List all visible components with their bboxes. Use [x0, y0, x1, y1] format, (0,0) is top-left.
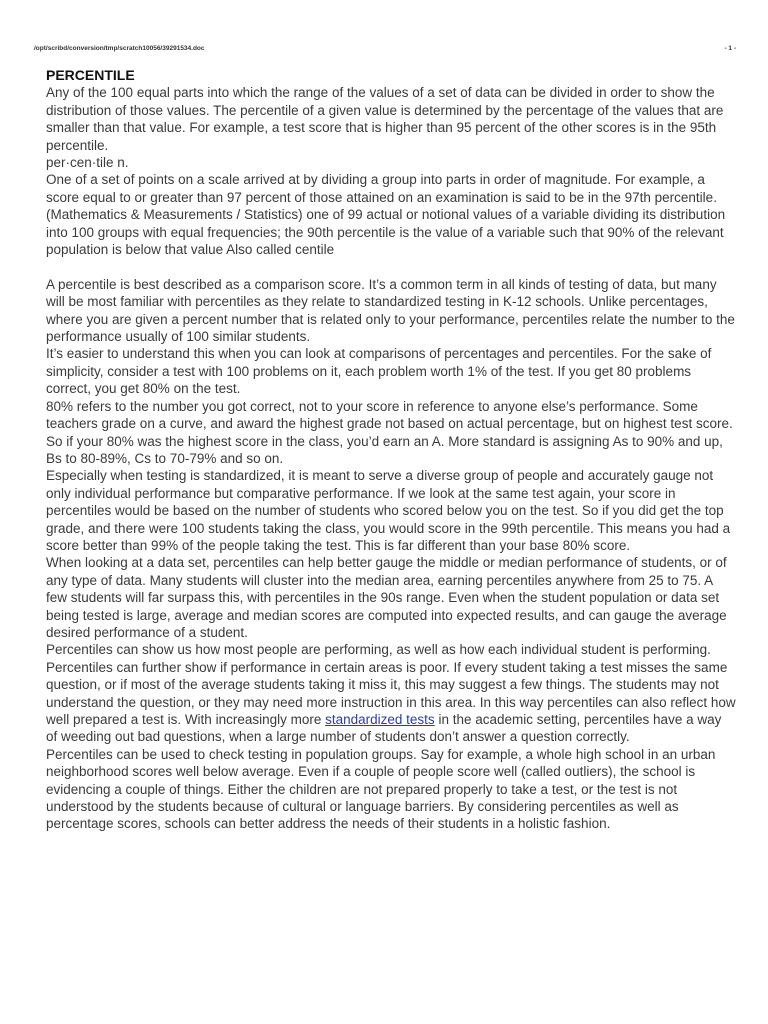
- body-paragraph-8: Percentiles can be used to check testing in population groups. Say for example, a whole high school in an urban neighborhood scores well below average. Even if a couple of people score well (called outliers), the school is evidencing a couple of things. Either the children are not prepared properly to take a test, or the test is not understood by the students because of cultural or language barriers. By considering percentiles as well as percentage scores, schools can better address the needs of their students in a holistic fashion.: [46, 746, 716, 832]
- body-paragraph-4: Especially when testing is standardized, it is meant to serve a diverse group of people and accurately gauge not only individual performance but comparative performance. If we look at the same test again, your score in percentiles would be based on the number of students who scored below you on the test. So if you did get the top grade, and there were 100 students taking the class, you would score in the 99th percentile. This means you had a score better than 99% of the people taking the test. This is far different than your base 80% score.: [46, 468, 731, 553]
- paragraph-gap: [46, 258, 736, 275]
- body-paragraph-3: 80% refers to the number you got correct, not to your score in reference to anyone else’s performance. Some teachers grade on a curve, and award the highest grade not based on actual percentage, but on highest test score. So if your 80% was the highest score in the class, you’d earn an A. More standard is assigning As to 90% and up, Bs to 80-89%, Cs to 70-79% and so on.: [46, 398, 733, 466]
- body-paragraph-7: [46, 659, 736, 746]
- pronunciation-line: per·cen·tile n.: [46, 155, 129, 171]
- page-number: - 1 -: [724, 45, 736, 52]
- definition-paragraph-2: One of a set of points on a scale arrived at by dividing a group into parts in order of magnitude. For example, a score equal to or greater than 97 percent of those attained on an examination is said to be in the 97th percentile.: [46, 172, 717, 205]
- body-paragraph-7-end: in the academic setting, percentiles have a way of weeding out bad questions, when a large number of students don’t answer a question correctly.: [46, 712, 722, 745]
- body-paragraph-5: When looking at a data set, percentiles can help better gauge the middle or median performance of students, or of any type of data. Many students will cluster into the median area, earning percentiles anywhere from 25 to 75. A few students will far surpass this, with percentiles in the 90s range. Even when the student population or data set being tested is large, average and median scores are computed into expected results, and can gauge the average desired performance of a student.: [46, 555, 727, 640]
- definition-paragraph-1: Any of the 100 equal parts into which the range of the values of a set of data can be divided in order to show the distribution of those values. The percentile of a given value is determined by the percentage of the values that are smaller than that value. For example, a test score that is higher than 95 percent of the other scores is in the 95th percentile.: [46, 85, 724, 153]
- document-path: /opt/scribd/conversion/tmp/scratch10056/39291534.doc: [34, 45, 205, 52]
- body-paragraph-6: Percentiles can show us how most people are performing, as well as how each individual student is performing.: [46, 642, 711, 658]
- body-paragraph-7-start: Percentiles can further show if performance in certain areas is poor. If every student taking a test misses the same question, or if most of the average students taking it miss it, this may suggest a few things. The students may not understand the question, or they may need more instruction in this area. In this way percentiles can also reflect how well prepared a test is. With increasingly more: [46, 659, 736, 728]
- document-body: [46, 67, 736, 833]
- page-header: [34, 45, 736, 55]
- definition-paragraph-3: (Mathematics & Measurements / Statistics) one of 99 actual or notional values of a variable dividing its distribution into 100 groups with equal frequencies; the 90th percentile is the value of a variable such that 90% of the relevant population is below that value Also called centile: [46, 207, 726, 258]
- definition-title: PERCENTILE: [46, 67, 135, 83]
- body-paragraph-1: A percentile is best described as a comparison score. It’s a common term in all kinds of testing of data, but many will be most familiar with percentiles as they relate to standardized testing in K-12 schools. Unlike percentages, where you are given a percent number that is related only to your performance, percentiles relate the number to the performance usually of 100 similar students.: [46, 276, 735, 345]
- standardized-tests-link[interactable]: standardized tests: [325, 712, 435, 728]
- body-paragraph-2: It’s easier to understand this when you can look at comparisons of percentages and percentiles. For the sake of simplicity, consider a test with 100 problems on it, each problem worth 1% of the test. If you get 80 problems correct, you get 80% on the test.: [46, 346, 712, 397]
